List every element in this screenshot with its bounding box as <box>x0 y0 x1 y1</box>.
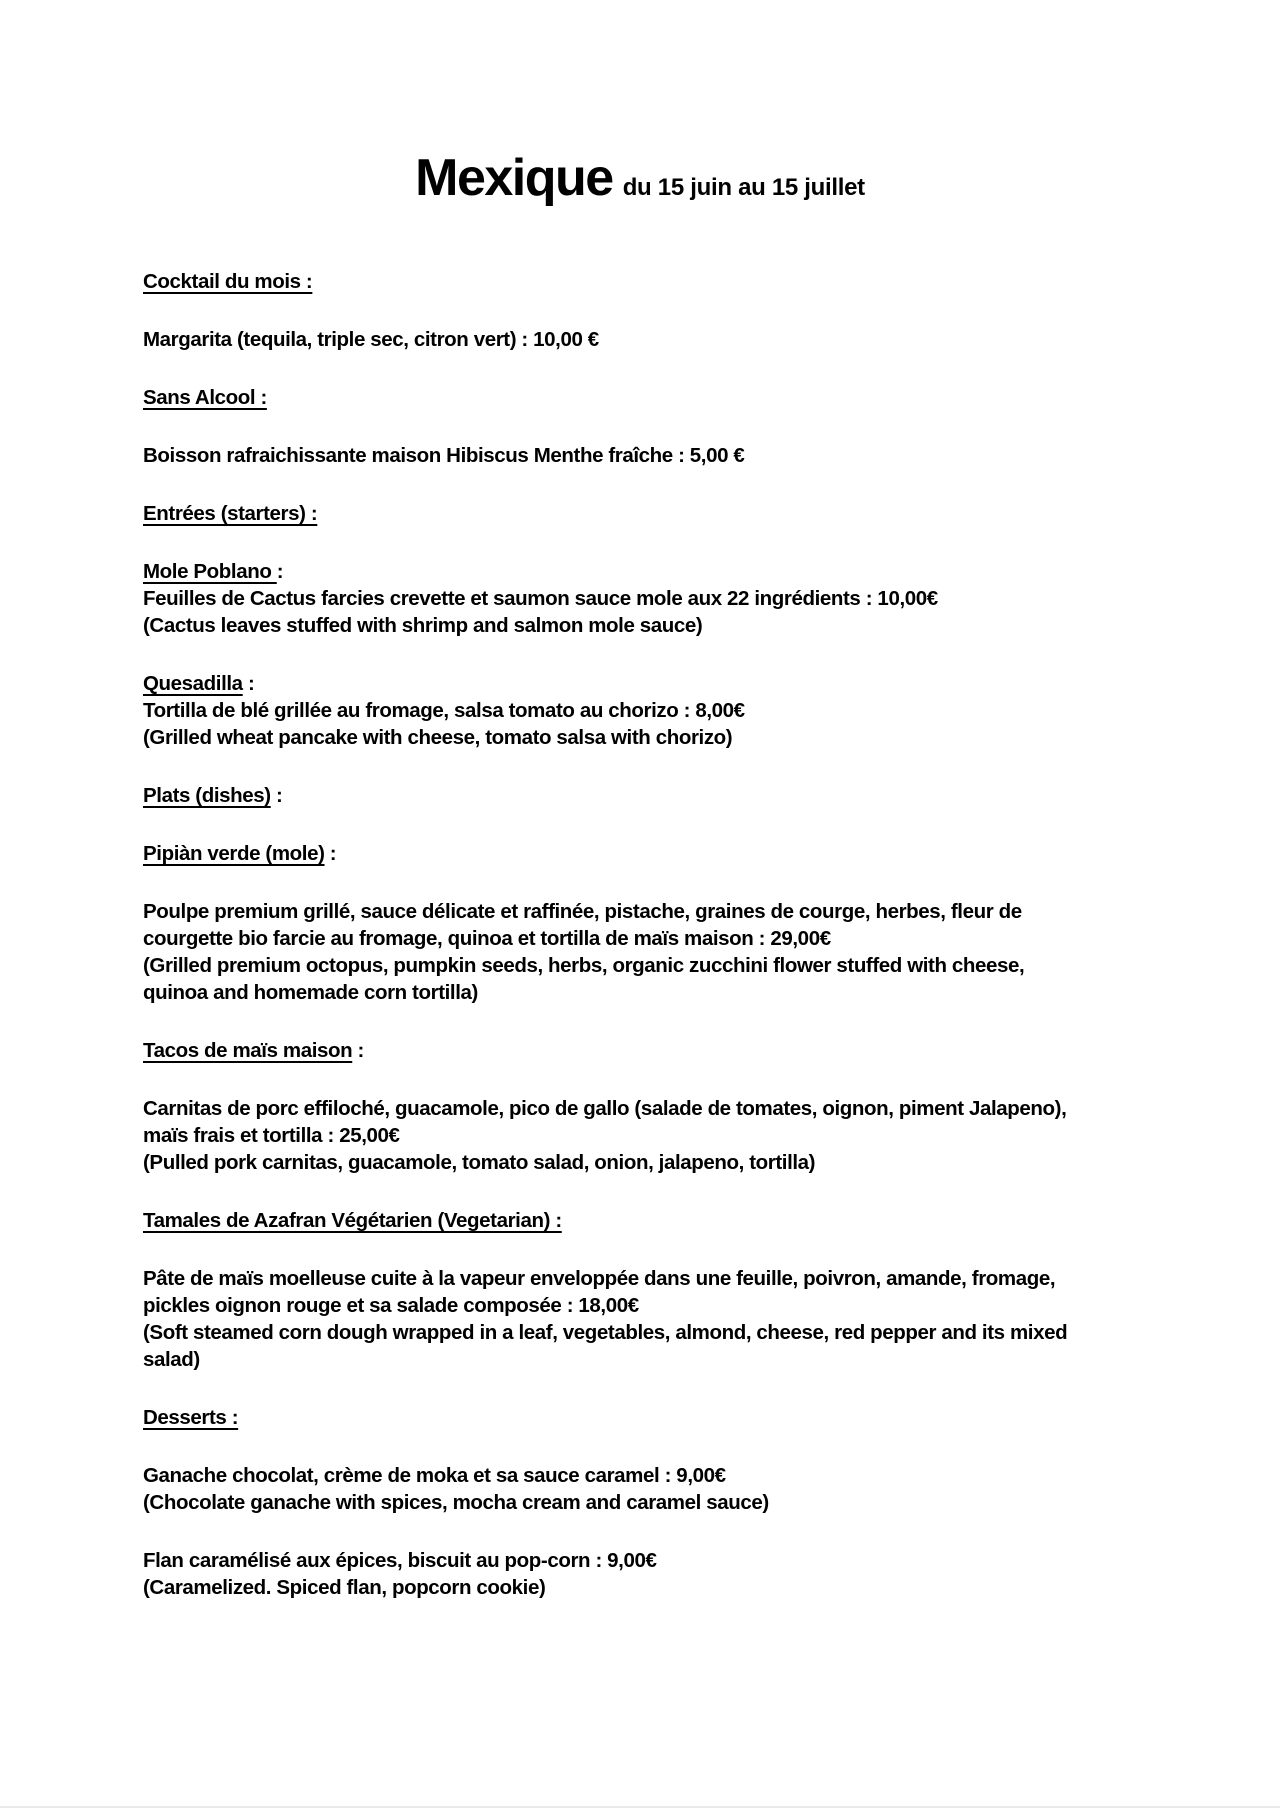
menu-line: (Caramelized. Spiced flan, popcorn cookie) <box>143 1576 546 1599</box>
menu-line: Ganache chocolat, crème de moka et sa sauce caramel : 9,00€ <box>143 1464 726 1487</box>
menu-block <box>143 840 1170 867</box>
section-heading <box>143 840 1170 867</box>
menu-title: Mexique <box>415 149 613 207</box>
section-heading-suffix: : <box>276 560 284 583</box>
section-heading-text: Desserts : <box>143 1406 239 1429</box>
menu-line: Tortilla de blé grillée au fromage, salsa tomato au chorizo : 8,00€ <box>143 699 745 722</box>
section-heading <box>143 1207 1170 1234</box>
menu-block <box>143 1095 1170 1176</box>
menu-line: Flan caramélisé aux épices, biscuit au pop-corn : 9,00€ <box>143 1549 657 1572</box>
section-heading-text: Tamales de Azafran Végétarien (Vegetarian) : <box>143 1209 562 1232</box>
menu-line: maïs frais et tortilla : 25,00€ <box>143 1124 400 1147</box>
menu-line: courgette bio farcie au fromage, quinoa et tortilla de maïs maison : 29,00€ <box>143 927 831 950</box>
section-heading-text: Tacos de maïs maison <box>143 1039 353 1062</box>
menu-line: (Pulled pork carnitas, guacamole, tomato salad, onion, jalapeno, tortilla) <box>143 1151 816 1174</box>
menu-block <box>143 558 1170 639</box>
menu-line: Boisson rafraichissante maison Hibiscus Menthe fraîche : 5,00 € <box>143 444 745 467</box>
menu-content <box>0 208 1280 1601</box>
menu-block <box>143 898 1170 1006</box>
section-heading <box>143 1037 1170 1064</box>
section-heading <box>143 558 1170 585</box>
section-heading-suffix: : <box>352 1039 364 1062</box>
section-heading-text: Cocktail du mois : <box>143 270 313 293</box>
menu-block <box>143 1207 1170 1234</box>
section-heading <box>143 670 1170 697</box>
menu-line: (Grilled premium octopus, pumpkin seeds, herbs, organic zucchini flower stuffed with cheese, <box>143 954 1025 977</box>
menu-line: salad) <box>143 1348 200 1371</box>
menu-block <box>143 1462 1170 1516</box>
menu-line: (Soft steamed corn dough wrapped in a leaf, vegetables, almond, cheese, red pepper and its mixed <box>143 1321 1068 1344</box>
menu-block <box>143 670 1170 751</box>
menu-line: Pâte de maïs moelleuse cuite à la vapeur enveloppée dans une feuille, poivron, amande, fromage, <box>143 1267 1056 1290</box>
section-heading-text: Pipiàn verde (mole) <box>143 842 325 865</box>
menu-line: pickles oignon rouge et sa salade composée : 18,00€ <box>143 1294 639 1317</box>
section-heading-text: Sans Alcool : <box>143 386 267 409</box>
page-title <box>0 0 1280 208</box>
section-heading <box>143 782 1170 809</box>
menu-block <box>143 1547 1170 1601</box>
menu-line: Poulpe premium grillé, sauce délicate et raffinée, pistache, graines de courge, herbes, fleur de <box>143 900 1022 923</box>
menu-block <box>143 326 1170 353</box>
menu-line: quinoa and homemade corn tortilla) <box>143 981 478 1004</box>
section-heading-suffix: : <box>242 672 255 695</box>
menu-block <box>143 268 1170 295</box>
menu-line: Feuilles de Cactus farcies crevette et saumon sauce mole aux 22 ingrédients : 10,00€ <box>143 587 938 610</box>
menu-block <box>143 1037 1170 1064</box>
section-heading <box>143 1404 1170 1431</box>
menu-line: (Grilled wheat pancake with cheese, tomato salsa with chorizo) <box>143 726 733 749</box>
section-heading-text: Plats (dishes) <box>143 784 271 807</box>
section-heading <box>143 384 1170 411</box>
menu-block <box>143 500 1170 527</box>
menu-line: Carnitas de porc effiloché, guacamole, pico de gallo (salade de tomates, oignon, piment Jalapeno), <box>143 1097 1067 1120</box>
section-heading-text: Quesadilla <box>143 672 243 695</box>
section-heading-suffix: : <box>270 784 283 807</box>
page-bottom-edge <box>0 1806 1280 1808</box>
menu-line: (Cactus leaves stuffed with shrimp and salmon mole sauce) <box>143 614 703 637</box>
section-heading <box>143 268 1170 295</box>
menu-block <box>143 1265 1170 1373</box>
menu-date-range: du 15 juin au 15 juillet <box>622 174 865 201</box>
menu-block <box>143 442 1170 469</box>
menu-block <box>143 384 1170 411</box>
menu-block <box>143 1404 1170 1431</box>
section-heading-text: Mole Poblano <box>143 560 277 583</box>
menu-line: (Chocolate ganache with spices, mocha cream and caramel sauce) <box>143 1491 769 1514</box>
menu-block <box>143 782 1170 809</box>
section-heading-text: Entrées (starters) : <box>143 502 318 525</box>
menu-line: Margarita (tequila, triple sec, citron vert) : 10,00 € <box>143 328 599 351</box>
section-heading <box>143 500 1170 527</box>
section-heading-suffix: : <box>324 842 337 865</box>
